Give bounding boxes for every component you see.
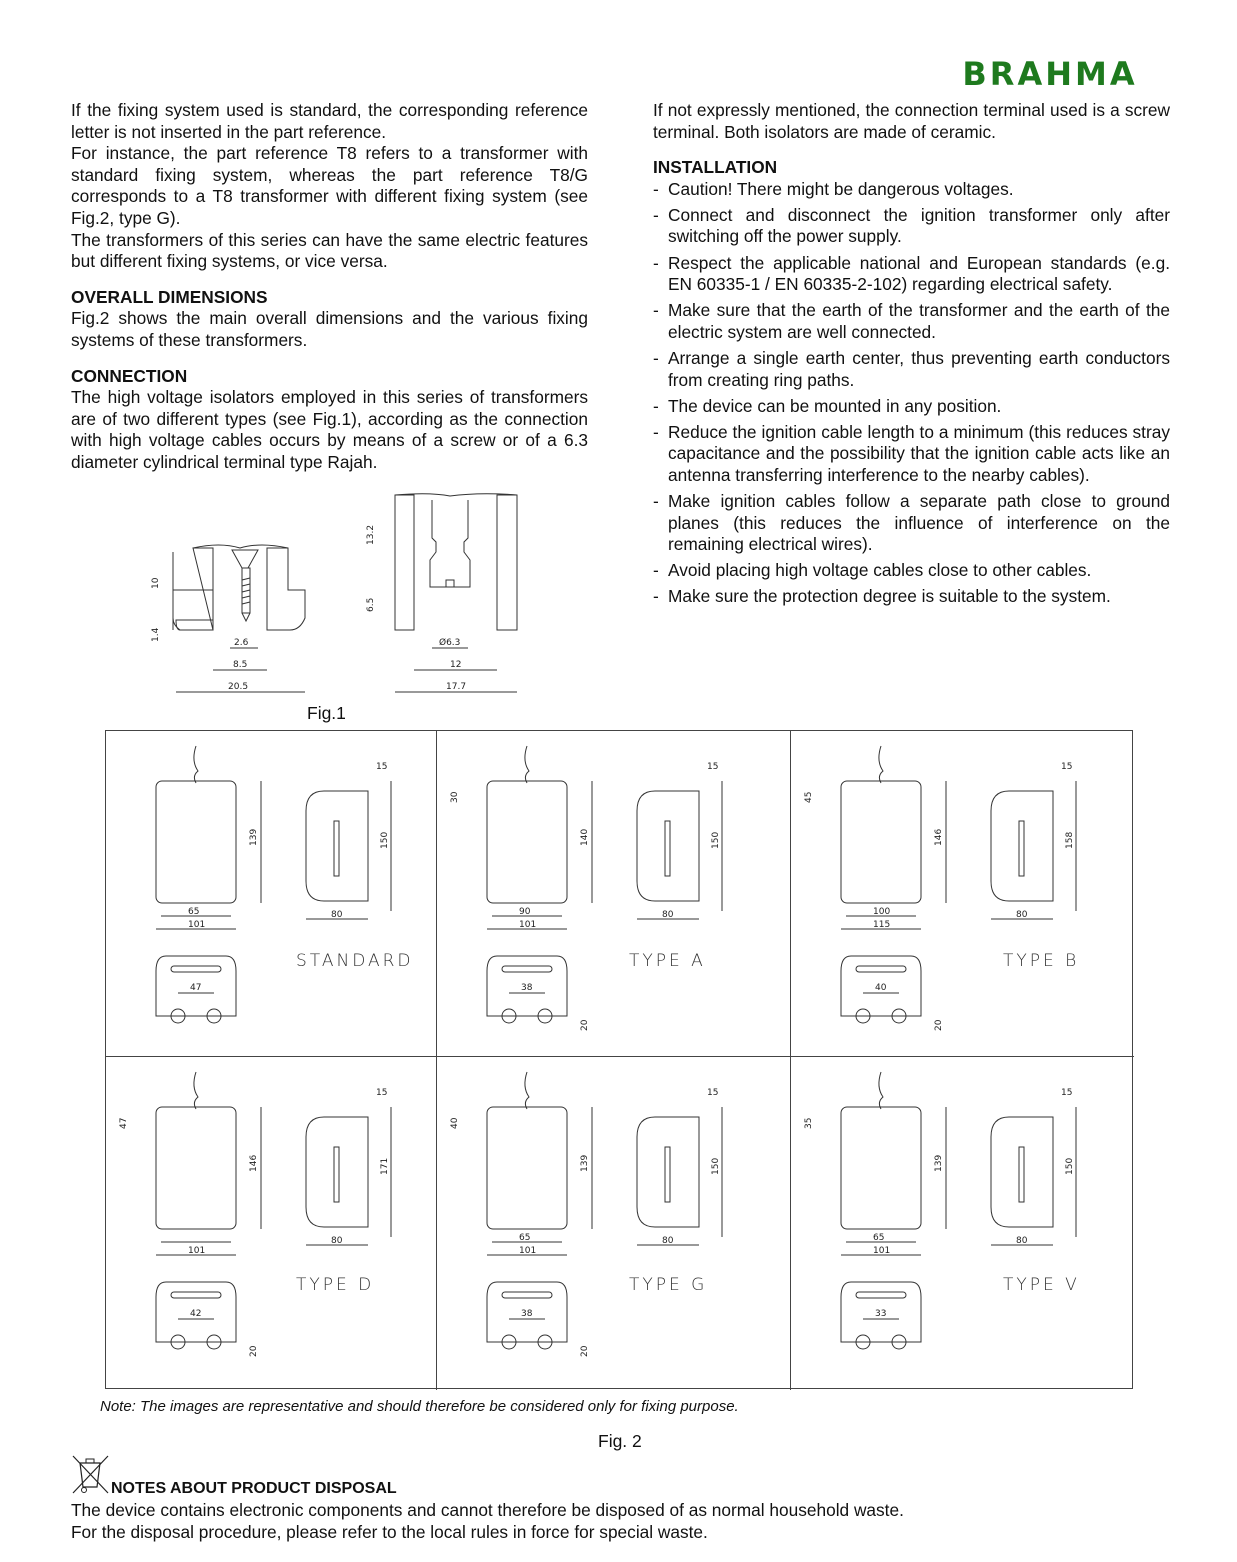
installation-item: - Reduce the ignition cable length to a minimum (this reduces stray capacitance and the possibility that the ignition cable acts like an antenna transferring interference to the nearby cables). xyxy=(653,422,1170,487)
installation-item: - Avoid placing high voltage cables close to other cables. xyxy=(653,560,1170,582)
connection-text: The high voltage isolators employed in this series of transformers are of two different types (see Fig.1), according as the connection with high voltage cables occurs by means of a screw or of a 6.3 diameter cylindrical terminal type Rajah. xyxy=(71,387,588,472)
disposal-text xyxy=(71,1499,904,1543)
dim-depth: 80 xyxy=(662,1236,674,1246)
fig1-caption: Fig.1 xyxy=(307,703,346,723)
dim-depth: 80 xyxy=(331,1236,343,1246)
dim-isolator-offset: 35 xyxy=(804,1117,814,1129)
type-label: STANDARD xyxy=(296,951,414,971)
screw-isolator xyxy=(151,545,305,692)
installation-heading: INSTALLATION xyxy=(653,157,778,178)
front-view xyxy=(156,781,236,903)
crossed-bin-icon xyxy=(70,1453,112,1495)
fig2-cell-type-b xyxy=(791,731,1134,1057)
dim-isolator-spacing: 38 xyxy=(521,983,533,993)
front-view xyxy=(156,1107,236,1229)
side-view xyxy=(991,1117,1053,1227)
side-view xyxy=(991,791,1053,901)
side-view xyxy=(637,1117,699,1227)
right-column xyxy=(653,100,1170,612)
front-view xyxy=(487,781,567,903)
overall-dimensions-text: Fig.2 shows the main overall dimensions and the various fixing systems of these transformers. xyxy=(71,308,588,350)
disposal-line-1: The device contains electronic components and cannot therefore be disposed of as normal household waste. xyxy=(71,1500,904,1520)
transformer-drawing xyxy=(106,731,437,1057)
fig2-cell-standard xyxy=(106,731,437,1057)
logo-text: BRAHMA xyxy=(962,56,1138,90)
dim-width: 101 xyxy=(188,1246,206,1256)
dim-cable: 15 xyxy=(1061,762,1073,772)
dim-width: 101 xyxy=(188,920,206,930)
hv-cable xyxy=(525,746,529,783)
intro-paragraph-3: The transformers of this series can have the same electric features but different fixing systems, or vice versa. xyxy=(71,229,588,272)
disposal-heading: NOTES ABOUT PRODUCT DISPOSAL xyxy=(111,1480,397,1497)
rajah-isolator xyxy=(366,494,517,692)
dim-cable: 15 xyxy=(707,1088,719,1098)
bottom-slot xyxy=(856,966,906,972)
dim-rajah-pin: Ø6.3 xyxy=(439,638,461,648)
dim-hole-width: 90 xyxy=(519,907,531,917)
hv-cable xyxy=(525,1072,529,1109)
transformer-drawing xyxy=(791,731,1134,1057)
side-view xyxy=(306,1117,368,1227)
dim-width: 101 xyxy=(519,920,537,930)
dim-front-height: 139 xyxy=(249,828,259,846)
dim-cable: 15 xyxy=(1061,1088,1073,1098)
side-slot xyxy=(334,1147,339,1202)
left-column xyxy=(71,100,588,474)
dim-cable: 15 xyxy=(376,762,388,772)
intro-paragraph-1: If the fixing system used is standard, the corresponding reference letter is not inserted in the part reference. xyxy=(71,100,588,142)
installation-item: - Arrange a single earth center, thus preventing earth conductors from creating ring paths. xyxy=(653,348,1170,391)
dim-isolator-spacing: 42 xyxy=(190,1309,202,1319)
dim-front-height: 139 xyxy=(934,1154,944,1172)
side-view xyxy=(637,791,699,901)
fig2-cell-type-a xyxy=(437,731,791,1057)
installation-item: - Caution! There might be dangerous voltages. xyxy=(653,179,1170,201)
dim-rajah-inner: 12 xyxy=(450,660,462,670)
dim-side-height: 150 xyxy=(711,831,721,849)
side-view xyxy=(306,791,368,901)
dim-terminal-height: 20 xyxy=(580,1019,590,1031)
dim-depth: 80 xyxy=(1016,1236,1028,1246)
type-label: TYPE D xyxy=(296,1275,375,1295)
installation-item: - Connect and disconnect the ignition transformer only after switching off the power supply. xyxy=(653,205,1170,248)
side-slot xyxy=(665,1147,670,1202)
dim-width: 101 xyxy=(519,1246,537,1256)
type-label: TYPE B xyxy=(1003,951,1080,971)
front-view xyxy=(487,1107,567,1229)
installation-item: - Respect the applicable national and European standards (e.g. EN 60335-1 / EN 60335-2-102) regarding electrical safety. xyxy=(653,253,1170,296)
dim-cable: 15 xyxy=(376,1088,388,1098)
bottom-slot xyxy=(171,1292,221,1298)
dim-rajah-outer: 17.7 xyxy=(446,682,467,692)
disposal-line-2: For the disposal procedure, please refer to the local rules in force for special waste. xyxy=(71,1522,708,1542)
dim-front-height: 139 xyxy=(580,1154,590,1172)
dim-side-height: 150 xyxy=(380,831,390,849)
bottom-slot xyxy=(856,1292,906,1298)
dim-cable: 15 xyxy=(707,762,719,772)
bottom-slot xyxy=(171,966,221,972)
dim-terminal-height: 20 xyxy=(249,1345,259,1357)
dim-hole-width: 65 xyxy=(873,1233,885,1243)
dim-screw-base: 1.4 xyxy=(151,627,161,642)
front-view xyxy=(841,1107,921,1229)
fig2-cell-type-g xyxy=(437,1057,791,1390)
dim-front-height: 146 xyxy=(934,828,944,846)
dim-isolator-offset: 40 xyxy=(450,1117,460,1129)
fig1-isolator-drawing xyxy=(140,490,530,700)
transformer-drawing xyxy=(791,1057,1134,1390)
side-slot xyxy=(1019,1147,1024,1202)
transformer-drawing xyxy=(106,1057,437,1390)
dim-isolator-offset: 30 xyxy=(450,791,460,803)
dim-hole-width: 65 xyxy=(519,1233,531,1243)
connection-heading: CONNECTION xyxy=(71,365,188,386)
fig2-note: Note: The images are representative and should therefore be considered only for fixing purpose. xyxy=(100,1398,739,1415)
dim-screw-outer: 20.5 xyxy=(228,682,249,692)
dim-hole-width: 100 xyxy=(873,907,891,917)
dim-side-height: 158 xyxy=(1065,831,1075,849)
dim-rajah-upper: 13.2 xyxy=(366,524,376,545)
installation-list xyxy=(653,179,1170,608)
dim-isolator-offset: 45 xyxy=(804,791,814,803)
brahma-logo xyxy=(932,56,1168,90)
front-view xyxy=(841,781,921,903)
dim-screw-dia: 2.6 xyxy=(234,638,249,648)
type-label: TYPE A xyxy=(629,951,706,971)
dim-screw-inner: 8.5 xyxy=(233,660,248,670)
side-slot xyxy=(665,821,670,876)
transformer-drawing xyxy=(437,731,791,1057)
hv-cable xyxy=(879,1072,883,1109)
dim-terminal-height: 20 xyxy=(580,1345,590,1357)
terminal-paragraph: If not expressly mentioned, the connection terminal used is a screw terminal. Both isolators are made of ceramic. xyxy=(653,100,1170,142)
fig2-caption: Fig. 2 xyxy=(598,1431,642,1451)
dim-isolator-offset: 47 xyxy=(119,1117,129,1129)
side-slot xyxy=(1019,821,1024,876)
hv-cable xyxy=(879,746,883,783)
transformer-drawing xyxy=(437,1057,791,1390)
dim-screw-height: 10 xyxy=(151,577,161,589)
installation-item: - The device can be mounted in any position. xyxy=(653,396,1170,418)
dim-depth: 80 xyxy=(662,910,674,920)
type-label: TYPE V xyxy=(1003,1275,1080,1295)
dim-isolator-spacing: 33 xyxy=(875,1309,887,1319)
installation-item: - Make sure the protection degree is suitable to the system. xyxy=(653,586,1170,608)
overall-dimensions-heading: OVERALL DIMENSIONS xyxy=(71,286,268,307)
bottom-slot xyxy=(502,1292,552,1298)
side-slot xyxy=(334,821,339,876)
dim-front-height: 146 xyxy=(249,1154,259,1172)
dim-terminal-height: 20 xyxy=(934,1019,944,1031)
bottom-slot xyxy=(502,966,552,972)
dim-isolator-spacing: 47 xyxy=(190,983,202,993)
dim-side-height: 150 xyxy=(1065,1157,1075,1175)
dim-isolator-spacing: 40 xyxy=(875,983,887,993)
dim-width: 115 xyxy=(873,920,891,930)
installation-item: - Make ignition cables follow a separate path close to ground planes (this reduces the influence of interference on the remaining electrical wires). xyxy=(653,491,1170,556)
dim-width: 101 xyxy=(873,1246,891,1256)
dim-side-height: 171 xyxy=(380,1157,390,1175)
dim-isolator-spacing: 38 xyxy=(521,1309,533,1319)
dim-front-height: 140 xyxy=(580,828,590,846)
dim-rajah-lower: 6.5 xyxy=(366,597,376,612)
fig2-cell-type-v xyxy=(791,1057,1134,1390)
dim-hole-width: 65 xyxy=(188,907,200,917)
hv-cable xyxy=(194,746,198,783)
type-label: TYPE G xyxy=(629,1275,708,1295)
fig2-cell-type-d xyxy=(106,1057,437,1390)
dim-depth: 80 xyxy=(331,910,343,920)
intro-paragraph-2: For instance, the part reference T8 refers to a transformer with standard fixing system, whereas the part reference T8/G corresponds to a T8 transformer with different fixing system (see Fig.2, type G). xyxy=(71,143,588,228)
dim-side-height: 150 xyxy=(711,1157,721,1175)
dim-depth: 80 xyxy=(1016,910,1028,920)
installation-item: - Make sure that the earth of the transformer and the earth of the electric system are well connected. xyxy=(653,300,1170,343)
hv-cable xyxy=(194,1072,198,1109)
fig2-grid xyxy=(105,730,1133,1389)
